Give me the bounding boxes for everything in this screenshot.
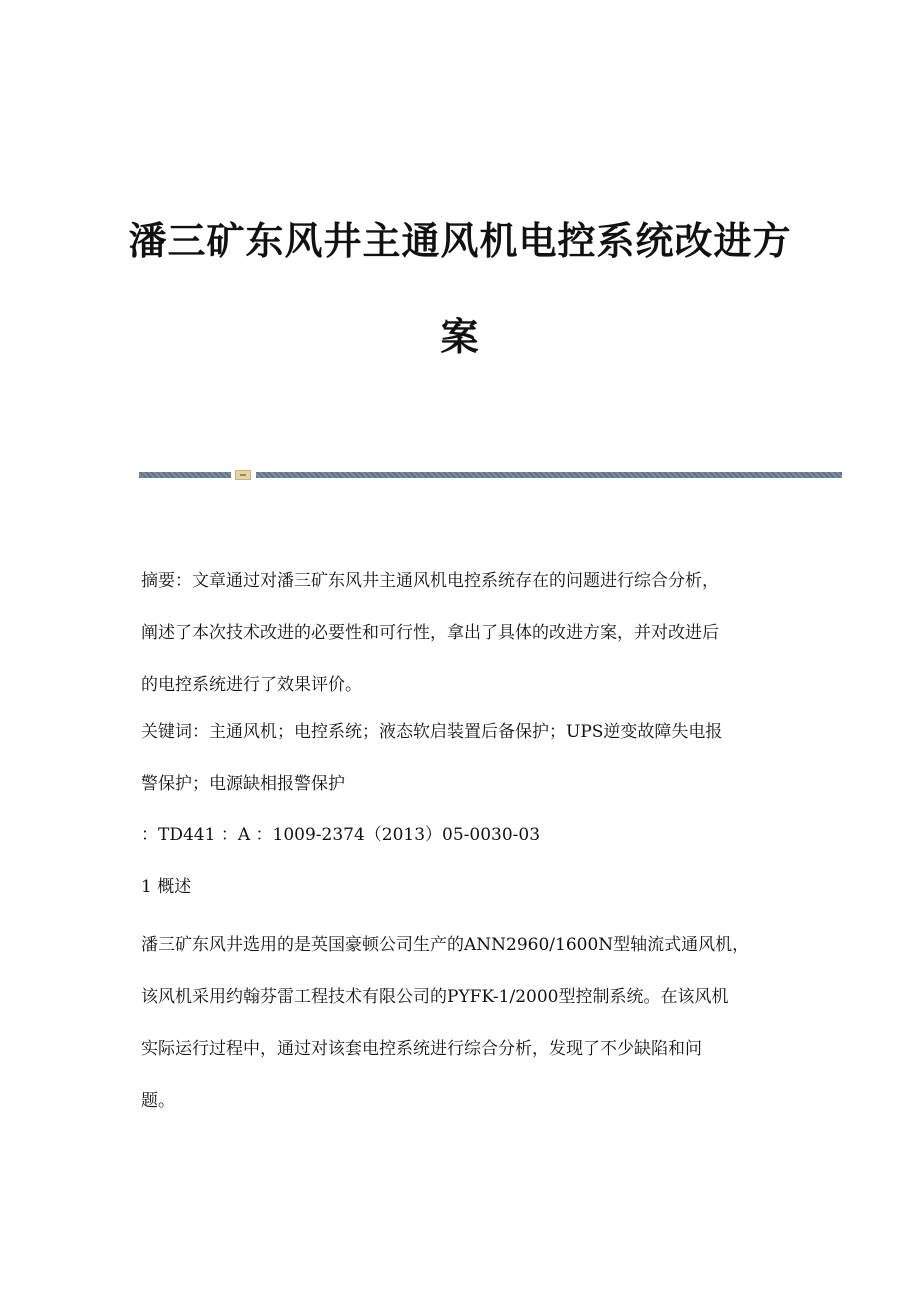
- abstract-line: 摘要：文章通过对潘三矿东风井主通风机电控系统存在的问题进行综合分析，: [141, 571, 719, 591]
- classification-line: [141, 809, 781, 861]
- section-heading-text: 1 概述: [141, 877, 192, 897]
- keywords-paragraph: [141, 706, 781, 810]
- decorative-divider: [139, 470, 842, 480]
- document-title-line-2: 案: [440, 315, 480, 359]
- divider-bar-right: [256, 472, 842, 478]
- keywords-line: 警保护；电源缺相报警保护: [141, 774, 345, 794]
- abstract-line: 的电控系统进行了效果评价。: [141, 675, 362, 695]
- abstract-paragraph: [141, 555, 781, 711]
- document-title-line-1: 潘三矿东风井主通风机电控系统改进方: [128, 219, 792, 263]
- body-line: 该风机采用约翰芬雷工程技术有限公司的PYFK-1/2000型控制系统。在该风机: [141, 987, 729, 1007]
- keywords-line: 关键词：主通风机；电控系统；液态软启装置后备保护；UPS逆变故障失电报: [141, 722, 723, 742]
- body-line: 潘三矿东风井选用的是英国豪顿公司生产的ANN2960/1600N型轴流式通风机，: [141, 935, 750, 955]
- abstract-line: 阐述了本次技术改进的必要性和可行性，拿出了具体的改进方案，并对改进后: [141, 623, 719, 643]
- body-paragraph: [141, 919, 781, 1127]
- divider-ornament-icon: [235, 470, 251, 480]
- body-line: 实际运行过程中，通过对该套电控系统进行综合分析，发现了不少缺陷和问: [141, 1039, 702, 1059]
- body-line: 题。: [141, 1091, 175, 1111]
- section-heading: [141, 861, 781, 913]
- divider-bar-left: [139, 472, 231, 478]
- classification-text: ：TD441 ：A ：1009-2374（2013）05-0030-03: [141, 825, 541, 845]
